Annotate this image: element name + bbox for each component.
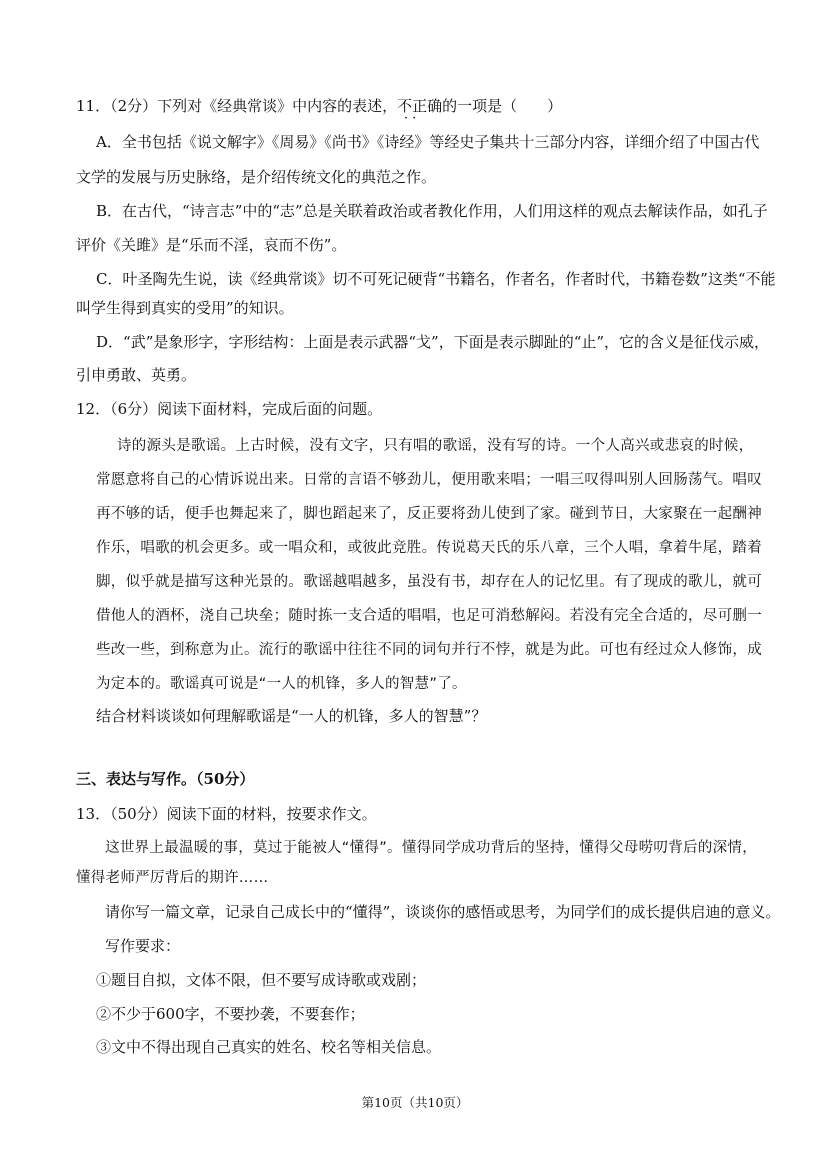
q11-stem (76, 96, 562, 116)
q12-passage-line2: 常愿意将自己的心情诉说出来。日常的言语不够劲儿，便用歌来唱；一唱三叹得叫别人回肠荡气。唱叹 (96, 472, 762, 488)
section-3-title: 三、表达与写作。（50分） (76, 770, 255, 788)
q13-stem: 13．（50分）阅读下面的材料，按要求作文。 (76, 805, 377, 823)
q11-option-a-line1: A．全书包括《说文解字》《周易》《尚书》《诗经》等经史子集共十三部分内容，详细介绍了中国古代 (96, 133, 760, 151)
q12-passage-line6: 借他人的酒杯，浇自己块垒；随时拣一支合适的唱唱，也足可消愁解闷。若没有完全合适的，尽可删一 (96, 608, 762, 624)
q12-passage-line4: 作乐，唱歌的机会更多。或一唱众和，或彼此竞胜。传说葛天氏的乐八章，三个人唱，拿着牛尾，踏着 (96, 540, 762, 556)
q12-question: 结合材料谈谈如何理解歌谣是“一人的机锋，多人的智慧”？ (96, 707, 487, 725)
q12-passage-line8: 为定本的。歌谣真可说是“一人的机锋，多人的智慧”了。 (96, 676, 467, 692)
q11-option-d-line1: D．“武”是象形字，字形结构：上面是表示武器“戈”，下面是表示脚趾的“止”，它的含义是征伐示威， (96, 333, 770, 351)
q12-passage-line3: 再不够的话，便手也舞起来了，脚也蹈起来了，反正要将劲儿使到了家。碰到节日，大家聚在一起酬神 (96, 506, 762, 522)
q13-requirement-3: ③文中不得出现自己真实的姓名、校名等相关信息。 (96, 1038, 442, 1056)
q13-requirement-1: ①题目自拟，文体不限，但不要写成诗歌或戏剧； (96, 971, 427, 989)
q13-material-line1: 这世界上最温暖的事，莫过于能被人“懂得”。懂得同学成功背后的坚持，懂得父母唠叨背后的深情， (105, 840, 758, 856)
q12-stem: 12．（6分）阅读下面材料，完成后面的问题。 (76, 400, 383, 418)
q13-requirement-2: ②不少于600字，不要抄袭，不要套作； (96, 1005, 365, 1023)
q11-option-d-line2: 引申勇敢、英勇。 (76, 366, 197, 384)
q12-passage-line1: 诗的源头是歌谣。上古时候，没有文字，只有唱的歌谣，没有写的诗。一个人高兴或悲哀的时候， (117, 438, 754, 454)
q12-passage-line5: 脚，似乎就是描写这种光景的。歌谣越唱越多，虽没有书，却存在人的记忆里。有了现成的歌儿，就可 (96, 574, 762, 590)
q11-option-c-line2: 叫学生得到真实的受用”的知识。 (76, 299, 294, 317)
q11-stem-pre: 11．（2分）下列对《经典常谈》中内容的表述， (76, 97, 398, 115)
q11-stem-post: 确的一项是（ ） (427, 97, 563, 115)
q11-option-c-line1: C．叶圣陶先生说，读《经典常谈》切不可死记硬背“书籍名，作者名，作者时代，书籍卷数”这类“不能 (96, 270, 776, 288)
page-footer: 第10页（共10页） (361, 1095, 469, 1110)
q13-material-line2: 懂得老师严厉背后的期许…… (76, 870, 269, 886)
q13-requirements-title: 写作要求： (105, 937, 181, 955)
q11-option-a-line2: 文学的发展与历史脉络，是介绍传统文化的典范之作。 (76, 168, 437, 186)
q11-option-b-line1: B．在古代，“诗言志”中的“志”总是关联着政治或者教化作用，人们用这样的观点去解读作品，如孔子 (96, 202, 768, 220)
q11-option-b-line2: 评价《关雎》是“乐而不淫，哀而不伤”。 (76, 236, 347, 254)
q11-stem-emphasis: 不正 ·· (397, 97, 427, 115)
q13-task: 请你写一篇文章，记录自己成长中的“懂得”，谈谈你的感悟或思考，为同学们的成长提供启迪的意义。 (105, 903, 781, 921)
q12-passage-line7: 些改一些，到称意为止。流行的歌谣中往往不同的词句并行不悖，就是为此。可也有经过众人修饰，成 (96, 642, 762, 658)
